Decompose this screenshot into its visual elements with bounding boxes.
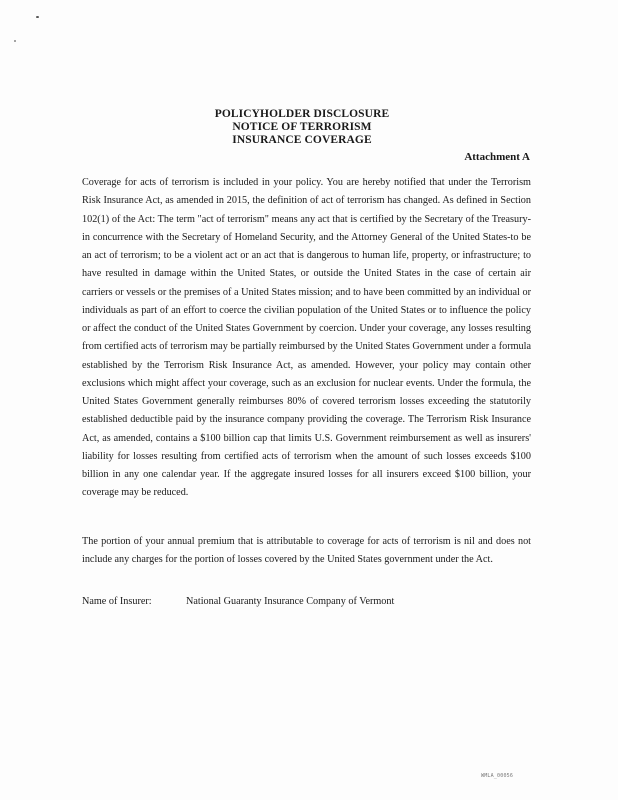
attachment-label: Attachment A [464,151,530,163]
scan-speck [14,40,16,42]
insurer-row [82,595,394,609]
insurer-name: National Guaranty Insurance Company of Vermont [186,596,395,607]
scan-speck [36,16,39,18]
title-line-2: NOTICE OF TERRORISM [232,121,372,133]
premium-paragraph: The portion of your annual premium that is attributable to coverage for acts of terrorism is nil and does not include any charges for the portion of losses covered by the United States government under the Act. [82,536,531,565]
coverage-paragraph: Coverage for acts of terrorism is included in your policy. You are hereby notified that under the Terrorism Risk Insurance Act, as amended in 2015, the definition of act of terrorism has changed. As defined in Section 102(1) of the Act: The term "act of terrorism" means any act that is certified by the Secretary of the Treasury-in concurrence with the Secretary of Homeland Security, and the Attorney General of the United States-to be an act of terrorism; to be a violent act or an act that is dangerous to human life, property, or infrastructure; to have resulted in damage within the United States, or outside the United States in the case of certain air carriers or vessels or the premises of a United States mission; and to have been committed by an individual or individuals as part of an effort to coerce the civilian population of the United States or to influence the policy or affect the conduct of the United States Government by coercion. Under your coverage, any losses resulting from certified acts of terrorism may be partially reimbursed by the United States Government under a formula established by the Terrorism Risk Insurance Act, as amended. However, your policy may contain other exclusions which might affect your coverage, such as an exclusion for nuclear events. Under the formula, the United States Government generally reimburses 80% of covered terrorism losses exceeding the statutorily established deductible paid by the insurance company providing the coverage. The Terrorism Risk Insurance Act, as amended, contains a $100 billion cap that limits U.S. Government reimbursement as well as insurers' liability for losses resulting from certified acts of terrorism when the amount of such losses exceeds $100 billion in any one calendar year. If the aggregate insured losses for all insurers exceed $100 billion, your coverage may be reduced. [82,177,531,499]
title-line-3: INSURANCE COVERAGE [232,134,372,146]
insurer-label: Name of Insurer: [82,596,152,607]
document-title [150,108,454,147]
title-line-1: POLICYHOLDER DISCLOSURE [214,108,390,120]
bates-stamp: WMLA_00056 [481,773,514,779]
